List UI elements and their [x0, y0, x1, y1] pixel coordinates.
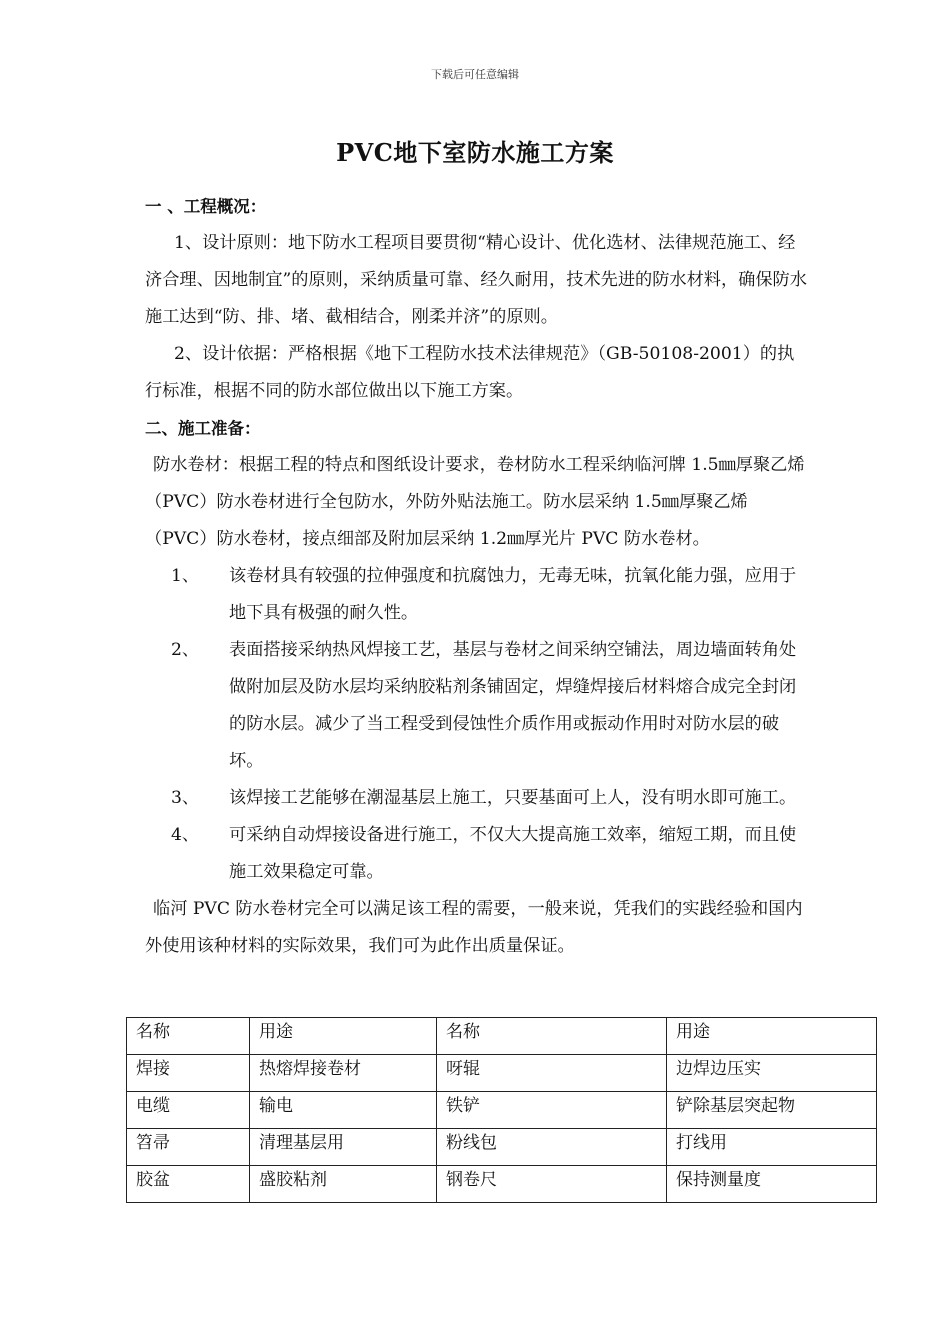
table-cell: 用途: [250, 1018, 437, 1055]
section-heading-preparation: 二、施工准备：: [145, 419, 261, 438]
paragraph-design-basis: 2、设计依据：严格根据《地下工程防水技术法律规范》（GB-50108-2001）的执行标准，根据不同的防水部位做出以下施工方案。: [145, 344, 795, 401]
list-item: [145, 558, 810, 632]
list-item: [145, 632, 810, 780]
list-text: 可采纳自动焊接设备进行施工，不仅大大提高施工效率，缩短工期，而且使施工效果稳定可靠。: [229, 825, 797, 882]
document-body: [145, 188, 810, 965]
list-text: 该卷材具有较强的拉伸强度和抗腐蚀力，无毒无味，抗氧化能力强，应用于地下具有极强的耐久性。: [229, 566, 797, 623]
table-cell: 铲除基层突起物: [667, 1092, 877, 1129]
table-row: [127, 1166, 877, 1203]
table-row: [127, 1055, 877, 1092]
list-number: 1、: [171, 566, 200, 586]
list-number: 3、: [171, 788, 200, 808]
paragraph-membrane: 防水卷材：根据工程的特点和图纸设计要求，卷材防水工程采纳临河牌 1.5㎜厚聚乙烯（PVC）防水卷材进行全包防水，外防外贴法施工。防水层采纳 1.5㎜厚聚乙烯（PVC）防水卷材，接点细部及附加层采纳 1.2㎜厚光片 PVC 防水卷材。: [145, 455, 805, 549]
table-cell: 钢卷尺: [437, 1166, 667, 1203]
table-cell: 名称: [437, 1018, 667, 1055]
list-item: [145, 817, 810, 891]
table-cell: 粉线包: [437, 1129, 667, 1166]
tools-table: [126, 1017, 877, 1203]
list-text: 表面搭接采纳热风焊接工艺，基层与卷材之间采纳空铺法，周边墙面转角处做附加层及防水层均采纳胶粘剂条铺固定，焊缝焊接后材料熔合成完全封闭的防水层。减少了当工程受到侵蚀性介质作用或振动作用时对防水层的破坏。: [229, 640, 797, 771]
table-cell: 保持测量度: [667, 1166, 877, 1203]
table-cell: 输电: [250, 1092, 437, 1129]
table-row: [127, 1129, 877, 1166]
table-cell: 盛胶粘剂: [250, 1166, 437, 1203]
list-number: 2、: [171, 640, 200, 660]
table-header-row: [127, 1018, 877, 1055]
table-cell: 铁铲: [437, 1092, 667, 1129]
table-cell: 笤帚: [127, 1129, 250, 1166]
table-cell: 边焊边压实: [667, 1055, 877, 1092]
table-cell: 呀辊: [437, 1055, 667, 1092]
table-cell: 胶盆: [127, 1166, 250, 1203]
list-number: 4、: [171, 825, 200, 845]
header-note: 下载后可任意编辑: [431, 68, 519, 81]
table-cell: 打线用: [667, 1129, 877, 1166]
paragraph-quality-guarantee: 临河 PVC 防水卷材完全可以满足该工程的需要，一般来说，凭我们的实践经验和国内外使用该种材料的实际效果，我们可为此作出质量保证。: [145, 899, 803, 956]
table-cell: 热熔焊接卷材: [250, 1055, 437, 1092]
table-cell: 名称: [127, 1018, 250, 1055]
table-cell: 焊接: [127, 1055, 250, 1092]
list-item: [145, 780, 810, 817]
document-title: PVC地下室防水施工方案: [336, 138, 614, 167]
table-cell: 电缆: [127, 1092, 250, 1129]
list-text: 该焊接工艺能够在潮湿基层上施工，只要基面可上人，没有明水即可施工。: [229, 788, 797, 808]
table-row: [127, 1092, 877, 1129]
section-heading-overview: 一 、工程概况：: [145, 197, 267, 216]
table-cell: 清理基层用: [250, 1129, 437, 1166]
table-cell: 用途: [667, 1018, 877, 1055]
paragraph-design-principle: 1、设计原则：地下防水工程项目要贯彻“精心设计、优化选材、法律规范施工、经济合理、因地制宜”的原则，采纳质量可靠、经久耐用，技术先进的防水材料，确保防水施工达到“防、排、堵、截相结合，刚柔并济”的原则。: [145, 233, 807, 327]
